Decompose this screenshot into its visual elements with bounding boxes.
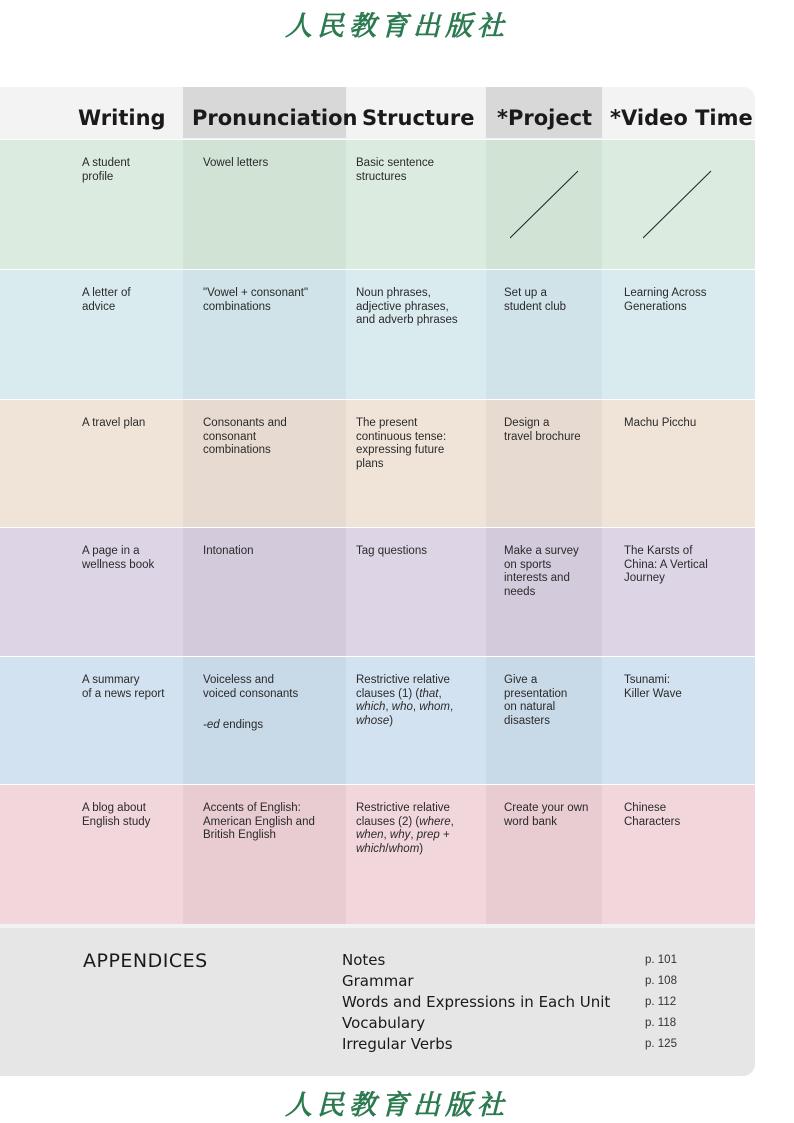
header-writing: Writing: [78, 106, 166, 130]
header-pronunciation: Pronunciation: [183, 87, 346, 138]
appendix-page-number: p. 108: [645, 975, 677, 987]
cell-writing: A letter of advice: [82, 287, 131, 313]
appendix-item: Words and Expressions in Each Unit: [342, 993, 611, 1011]
header-video-time: *Video Time: [610, 106, 753, 130]
appendix-page-number: p. 118: [645, 1017, 677, 1029]
cell-video: Learning Across Generations: [624, 287, 707, 313]
publisher-logo-top: 人民教育出版社: [285, 11, 509, 42]
appendix-page-number: p. 101: [645, 954, 677, 966]
cell-structure: Noun phrases, adjective phrases, and adverb phrases: [356, 287, 458, 326]
table-row: [0, 269, 755, 399]
table-row: [0, 139, 755, 269]
cell-writing: A blog about English study: [82, 802, 151, 828]
cell-writing: A travel plan: [82, 417, 146, 429]
cell-pronunciation: Vowel letters: [203, 157, 269, 169]
appendix-item: Vocabulary: [342, 1014, 426, 1032]
appendix-item: Grammar: [342, 972, 414, 990]
cell-structure: The present continuous tense: expressing future plans: [356, 417, 447, 470]
cell-pronunciation: Accents of English: American English and British English: [203, 802, 315, 841]
table-row: [0, 784, 755, 924]
cell-structure: Restrictive relative clauses (2) (where, when, why, prep + which/whom): [356, 802, 454, 855]
cell-project: Give a presentation on natural disasters: [504, 674, 568, 727]
cell-video: Machu Picchu: [624, 417, 697, 429]
header-project: *Project: [486, 87, 602, 138]
cell-writing: A student profile: [82, 157, 130, 183]
header-structure: Structure: [362, 106, 475, 130]
cell-pronunciation: Consonants and consonant combinations: [203, 417, 287, 456]
cell-video: Tsunami: Killer Wave: [624, 674, 682, 700]
cell-structure: Basic sentence structures: [356, 157, 434, 183]
contents-table: [0, 87, 755, 1076]
table-row: [0, 527, 755, 656]
cell-project: Make a survey on sports interests and needs: [504, 545, 579, 598]
table-row: [0, 399, 755, 527]
cell-pronunciation: "Vowel + consonant" combinations: [203, 287, 309, 313]
cell-video: Chinese Characters: [624, 802, 681, 828]
table-header: [0, 87, 755, 138]
appendix-item: Irregular Verbs: [342, 1035, 453, 1053]
cell-project: Create your own word bank: [504, 802, 589, 828]
table-row: [0, 656, 755, 784]
cell-structure: Tag questions: [356, 545, 427, 557]
cell-project: Set up a student club: [504, 287, 567, 313]
appendix-page-number: p. 112: [645, 996, 677, 1008]
cell-pronunciation: Voiceless and voiced consonants -ed endings: [203, 674, 299, 731]
appendix-page-number: p. 125: [645, 1038, 677, 1050]
appendices-title: APPENDICES: [83, 950, 208, 972]
cell-project: Design a travel brochure: [504, 417, 581, 443]
cell-writing: A page in a wellness book: [82, 545, 155, 571]
cell-structure: Restrictive relative clauses (1) (that, which, who, whom, whose): [356, 674, 454, 727]
appendix-item: Notes: [342, 951, 386, 969]
not-applicable-slash: [510, 170, 580, 240]
appendices-section: [0, 928, 755, 1076]
not-applicable-slash: [643, 170, 713, 240]
cell-writing: A summary of a news report: [82, 674, 165, 700]
cell-pronunciation: Intonation: [203, 545, 254, 557]
publisher-logo-bottom: 人民教育出版社: [285, 1090, 509, 1121]
cell-video: The Karsts of China: A Vertical Journey: [624, 545, 708, 584]
